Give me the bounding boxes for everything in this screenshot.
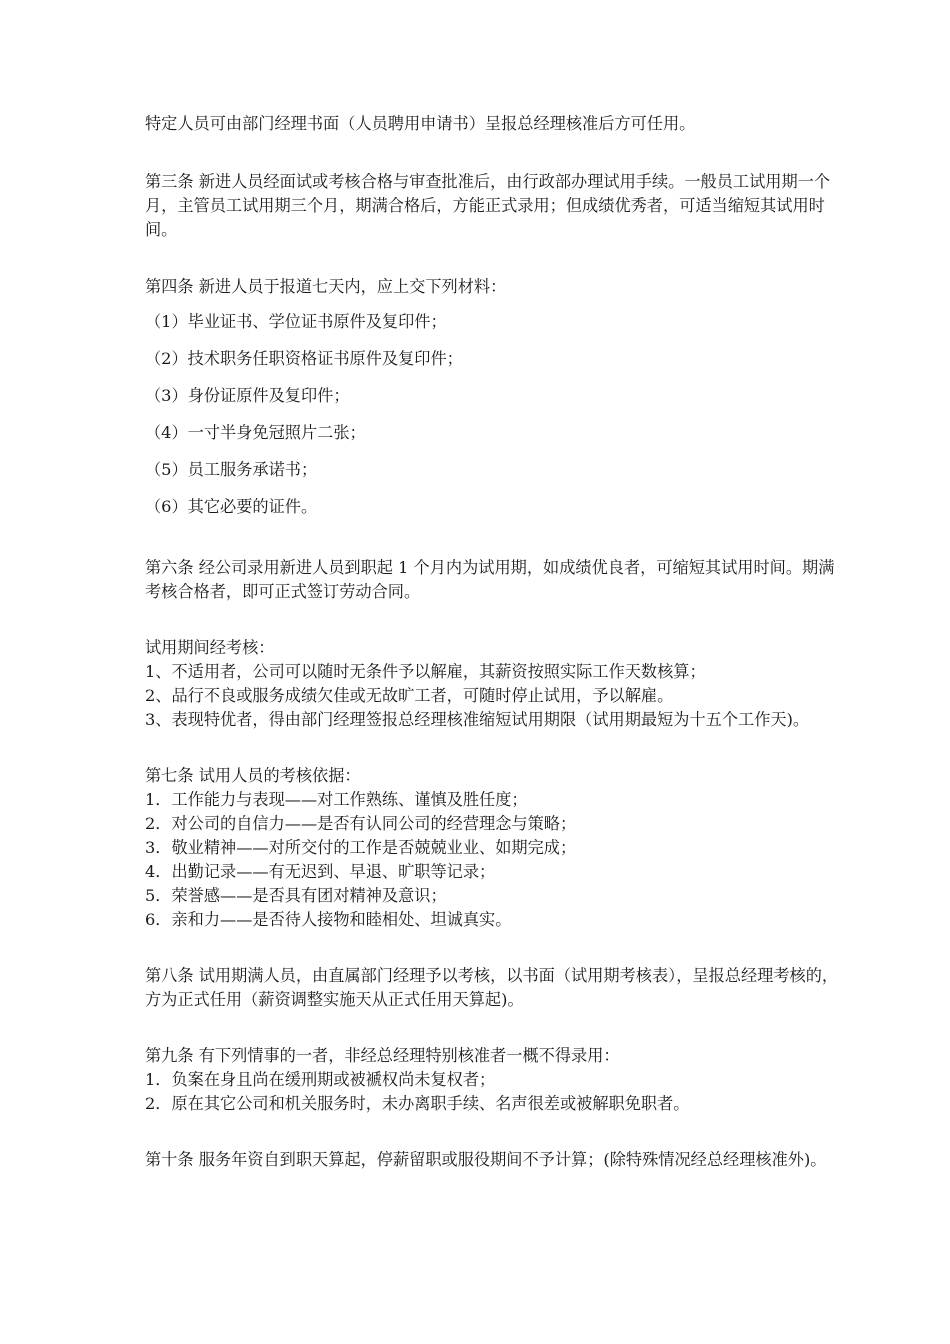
spacer [145, 1012, 850, 1036]
article-4-item-4: （4）一寸半身免冠照片二张； [145, 423, 366, 442]
probation-line-3: 3、表现特优者，得由部门经理签报总经理核准缩短试用期限（试用期最短为十五个工作天)。 [145, 710, 810, 729]
spacer [145, 136, 850, 160]
probation-line-1: 1、不适用者，公司可以随时无条件予以解雇，其薪资按照实际工作天数核算； [145, 662, 706, 681]
document-page [145, 112, 850, 1172]
article-9-title: 第九条 有下列情事的一者，非经总经理特别核准者一概不得录用： [145, 1046, 620, 1065]
article-4-item-1: （1）毕业证书、学位证书原件及复印件； [145, 312, 447, 331]
article-4-item-6: （6）其它必要的证件。 [145, 497, 318, 516]
spacer [145, 1116, 850, 1140]
article-7-line-5: 5．荣誉感——是否具有团对精神及意识； [145, 886, 447, 905]
article-3: 第三条 新进人员经面试或考核合格与审查批准后，由行政部办理试用手续。一般员工试用期一个月，主管员工试用期三个月，期满合格后，方能正式录用；但成绩优秀者，可适当缩短其试用时间。 [145, 172, 831, 239]
article-7-line-4: 4．出勤记录——有无迟到、早退、旷职等记录； [145, 862, 496, 881]
article-9-line-1: 1．负案在身且尚在缓刑期或被褫权尚未复权者； [145, 1070, 496, 1089]
intro-paragraph: 特定人员可由部门经理书面（人员聘用申请书）呈报总经理核准后方可任用。 [145, 114, 696, 133]
article-4-item-2: （2）技术职务任职资格证书原件及复印件； [145, 349, 463, 368]
article-10: 第十条 服务年资自到职天算起，停薪留职或服役期间不予计算；(除特殊情况经总经理核准外)。 [145, 1150, 827, 1169]
spacer [145, 932, 850, 956]
article-8: 第八条 试用期满人员，由直属部门经理予以考核，以书面（试用期考核表），呈报总经理考核的，方为正式任用（薪资调整实施天从正式任用天算起)。 [145, 966, 839, 1009]
article-4-title: 第四条 新进人员于报道七天内，应上交下列材料： [145, 277, 507, 296]
article-4-item-3: （3）身份证原件及复印件； [145, 386, 350, 405]
article-6: 第六条 经公司录用新进人员到职起 1 个月内为试用期，如成绩优良者，可缩短其试用时间。期满考核合格者，即可正式签订劳动合同。 [145, 558, 835, 601]
article-7-line-1: 1．工作能力与表现——对工作熟练、谨慎及胜任度； [145, 790, 528, 809]
article-7-line-3: 3．敬业精神——对所交付的工作是否兢兢业业、如期完成； [145, 838, 577, 857]
spacer [145, 732, 850, 756]
article-7-line-2: 2．对公司的自信力——是否有认同公司的经营理念与策略； [145, 814, 577, 833]
spacer [145, 604, 850, 628]
probation-line-2: 2、品行不良或服务成绩欠佳或无故旷工者，可随时停止试用，予以解雇。 [145, 686, 674, 705]
spacer [145, 242, 850, 266]
article-9-line-2: 2．原在其它公司和机关服务时，未办离职手续、名声很差或被解职免职者。 [145, 1094, 690, 1113]
probation-title: 试用期间经考核： [145, 638, 275, 657]
article-7-title: 第七条 试用人员的考核依据： [145, 766, 361, 785]
article-4-item-5: （5）员工服务承诺书； [145, 460, 318, 479]
article-7-line-6: 6．亲和力——是否待人接物和睦相处、坦诚真实。 [145, 910, 512, 929]
